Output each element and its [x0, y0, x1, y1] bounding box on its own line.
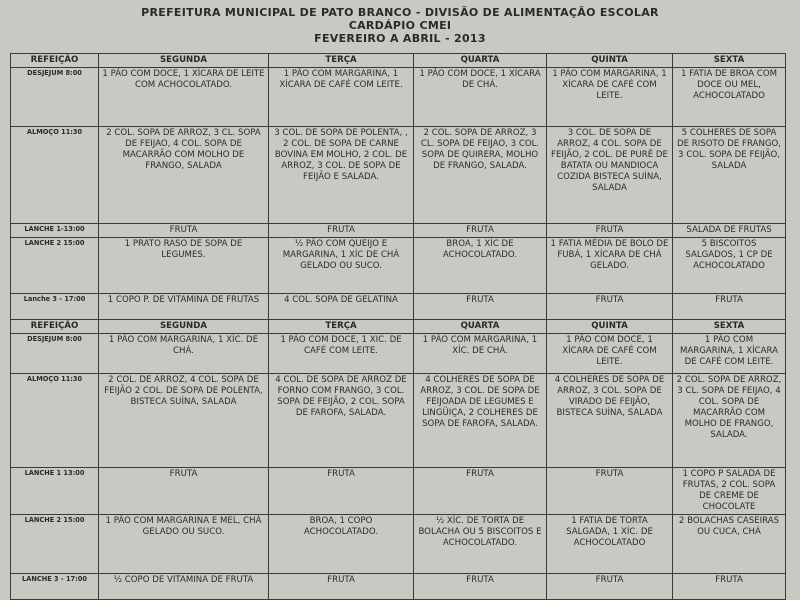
- menu-cell: 5 BISCOITOS SALGADOS, 1 CP DE ACHOCOLATADO: [673, 238, 786, 294]
- menu-cell: FRUTA: [269, 574, 414, 600]
- menu-cell: FRUTA: [547, 294, 673, 320]
- header-cell-day: SEXTA: [673, 320, 786, 334]
- meal-row: [11, 574, 786, 600]
- header-cell-day: QUINTA: [547, 54, 673, 68]
- meal-row: [11, 238, 786, 294]
- menu-cell: 4 COL. SOPA DE GELATINA: [269, 294, 414, 320]
- header-row: [11, 54, 786, 68]
- header-cell-day: SEXTA: [673, 54, 786, 68]
- meal-cell: LANCHE 1-13:00: [11, 224, 99, 238]
- header-row: [11, 320, 786, 334]
- menu-cell: FRUTA: [414, 224, 547, 238]
- meal-row: [11, 515, 786, 574]
- menu-cell: 5 COLHERES DE SOPA DE RISOTO DE FRANGO, 3 COL. SOPA DE FEIJÃO, SALADA: [673, 127, 786, 224]
- header-cell-day: QUARTA: [414, 320, 547, 334]
- meal-cell: ALMOÇO 11:30: [11, 127, 99, 224]
- menu-cell: FRUTA: [547, 224, 673, 238]
- meal-cell: ALMOÇO 11:30: [11, 374, 99, 468]
- menu-cell: FRUTA: [673, 574, 786, 600]
- menu-cell: 2 COL. SOPA DE ARROZ, 3 CL. SOPA DE FEIJAO, 3 COL. SOPA DE QUIRERA, MOLHO DE FRANGO, SALADA.: [414, 127, 547, 224]
- menu-cell: 2 BOLACHAS CASEIRAS OU CUCA, CHÁ: [673, 515, 786, 574]
- menu-cell: SALADA DE FRUTAS: [673, 224, 786, 238]
- menu-cell: 1 COPO P SALADA DE FRUTAS, 2 COL. SOPA DE CREME DE CHOCOLATE: [673, 468, 786, 515]
- meal-cell: LANCHE 3 - 17:00: [11, 574, 99, 600]
- menu-cell: 4 COLHERES DE SOPA DE ARROZ, 3 COL. DE SOPA DE FEIJOADA DE LEGUMES E LINGÜIÇA, 2 COLHERES DE SOPA DE FAROFA, SALADA.: [414, 374, 547, 468]
- menu-cell: 1 FATIA MÉDIA DE BOLO DE FUBÁ, 1 XÍCARA DE CHÁ GELADO.: [547, 238, 673, 294]
- meal-row: [11, 224, 786, 238]
- meal-cell: LANCHE 2 15:00: [11, 238, 99, 294]
- menu-cell: ½ COPO DE VITAMINA DE FRUTA: [99, 574, 269, 600]
- meal-row: [11, 468, 786, 515]
- menu-cell: 4 COL. DE SOPA DE ARROZ DE FORNO COM FRANGO, 3 COL. SOPA DE FEIJÃO, 2 COL. SOPA DE FAROFA, SALADA.: [269, 374, 414, 468]
- menu-cell: 1 PÃO COM MARGARINA, 1 XÍCARA DE CAFÉ COM LEITE.: [269, 68, 414, 127]
- menu-cell: 3 COL. DE SOPA DE POLENTA, , 2 COL. DE SOPA DE CARNE BOVINA EM MOLHO, 2 COL. DE ARROZ, 3 COL. DE SOPA DE FEIJÃO E SALADA.: [269, 127, 414, 224]
- meal-cell: DESJEJUM 8:00: [11, 68, 99, 127]
- menu-cell: 1 FATIA DE BROA COM DOCE OU MEL, ACHOCOLATADO: [673, 68, 786, 127]
- menu-cell: ½ PÃO COM QUEIJO E MARGARINA, 1 XÍC DE CHÁ GELADO OU SUCO.: [269, 238, 414, 294]
- meal-row: [11, 294, 786, 320]
- menu-cell: 1 PÃO COM MARGARINA E MEL, CHÁ GELADO OU SUCO.: [99, 515, 269, 574]
- meal-cell: Lanche 3 - 17:00: [11, 294, 99, 320]
- menu-cell: FRUTA: [547, 468, 673, 515]
- menu-table: [10, 53, 786, 600]
- menu-cell: 1 PÃO COM DOCE, 1 XÍCARA DE CHÁ.: [414, 68, 547, 127]
- menu-cell: 2 COL. SOPA DE ARROZ, 3 CL. SOPA DE FEIJAO, 4 COL. SOPA DE MACARRÃO COM MOLHO DE FRANGO, SALADA: [99, 127, 269, 224]
- meal-row: [11, 334, 786, 374]
- menu-cell: 1 PÃO COM MARGARINA, 1 XÍC. DE CHÁ.: [414, 334, 547, 374]
- menu-cell: 1 PÃO COM MARGARINA, 1 XÍCARA DE CAFÉ COM LEITE.: [673, 334, 786, 374]
- menu-cell: 4 COLHERES DE SOPA DE ARROZ, 3 COL. SOPA DE VIRADO DE FEIJÃO, BISTECA SUÍNA, SALADA: [547, 374, 673, 468]
- header-cell-meal: REFEIÇÃO: [11, 320, 99, 334]
- header-cell-day: QUINTA: [547, 320, 673, 334]
- menu-cell: FRUTA: [414, 574, 547, 600]
- menu-cell: 3 COL. DE SOPA DE ARROZ, 4 COL. SOPA DE FEIJÃO, 2 COL. DE PURÊ DE BATATA OU MANDIOCA COZIDA BISTECA SUÍNA, SALADA: [547, 127, 673, 224]
- menu-cell: 2 COL. SOPA DE ARROZ, 3 CL. SOPA DE FEIJAO, 4 COL. SOPA DE MACARRÃO COM MOLHO DE FRANGO, SALADA.: [673, 374, 786, 468]
- header-cell-meal: REFEIÇÃO: [11, 54, 99, 68]
- menu-cell: 1 COPO P. DE VITAMINA DE FRUTAS: [99, 294, 269, 320]
- menu-cell: 1 FATIA DE TORTA SALGADA, 1 XÍC. DE ACHOCOLATADO: [547, 515, 673, 574]
- meal-row: [11, 374, 786, 468]
- menu-cell: FRUTA: [547, 574, 673, 600]
- header-period: FEVEREIRO A ABRIL - 2013: [314, 32, 486, 45]
- meal-row: [11, 127, 786, 224]
- meal-cell: LANCHE 1 13:00: [11, 468, 99, 515]
- menu-cell: FRUTA: [269, 224, 414, 238]
- header-title: PREFEITURA MUNICIPAL DE PATO BRANCO - DIVISÃO DE ALIMENTAÇÃO ESCOLAR: [141, 6, 659, 19]
- menu-cell: 1 PRATO RASO DE SOPA DE LEGUMES.: [99, 238, 269, 294]
- header-cell-day: SEGUNDA: [99, 320, 269, 334]
- header-cell-day: QUARTA: [414, 54, 547, 68]
- menu-cell: FRUTA: [673, 294, 786, 320]
- header-cell-day: TERÇA: [269, 54, 414, 68]
- menu-cell: 1 PÃO COM DOCE, 1 XIC. DE CAFÉ COM LEITE.: [269, 334, 414, 374]
- menu-cell: 2 COL. DE ARROZ, 4 COL. SOPA DE FEIJÃO 2 COL. DE SOPA DE POLENTA, BISTECA SUÍNA, SALADA: [99, 374, 269, 468]
- meal-cell: DESJEJUM 8:00: [11, 334, 99, 374]
- menu-cell: BROA, 1 COPO ACHOCOLATADO.: [269, 515, 414, 574]
- menu-cell: FRUTA: [99, 468, 269, 515]
- menu-cell: 1 PÃO COM DOCE, 1 XÍCARA DE LEITE COM ACHOCOLATADO.: [99, 68, 269, 127]
- menu-cell: FRUTA: [269, 468, 414, 515]
- header-subtitle: CARDÁPIO CMEI: [348, 19, 452, 32]
- menu-cell: 1 PÃO COM DOCE, 1 XÍCARA DE CAFÉ COM LEITE.: [547, 334, 673, 374]
- menu-cell: 1 PÃO COM MARGARINA, 1 XÍC. DE CHÁ.: [99, 334, 269, 374]
- menu-cell: FRUTA: [414, 294, 547, 320]
- meal-row: [11, 68, 786, 127]
- header-cell-day: TERÇA: [269, 320, 414, 334]
- menu-cell: ½ XÍC. DE TORTA DE BOLACHA OU 5 BISCOITOS E ACHOCOLATADO.: [414, 515, 547, 574]
- document-header: [0, 0, 800, 45]
- menu-cell: BROA, 1 XÍC DE ACHOCOLATADO.: [414, 238, 547, 294]
- menu-cell: FRUTA: [99, 224, 269, 238]
- menu-cell: FRUTA: [414, 468, 547, 515]
- meal-cell: LANCHE 2 15:00: [11, 515, 99, 574]
- menu-cell: 1 PÃO COM MARGARINA, 1 XÍCARA DE CAFÉ COM LEITE.: [547, 68, 673, 127]
- header-cell-day: SEGUNDA: [99, 54, 269, 68]
